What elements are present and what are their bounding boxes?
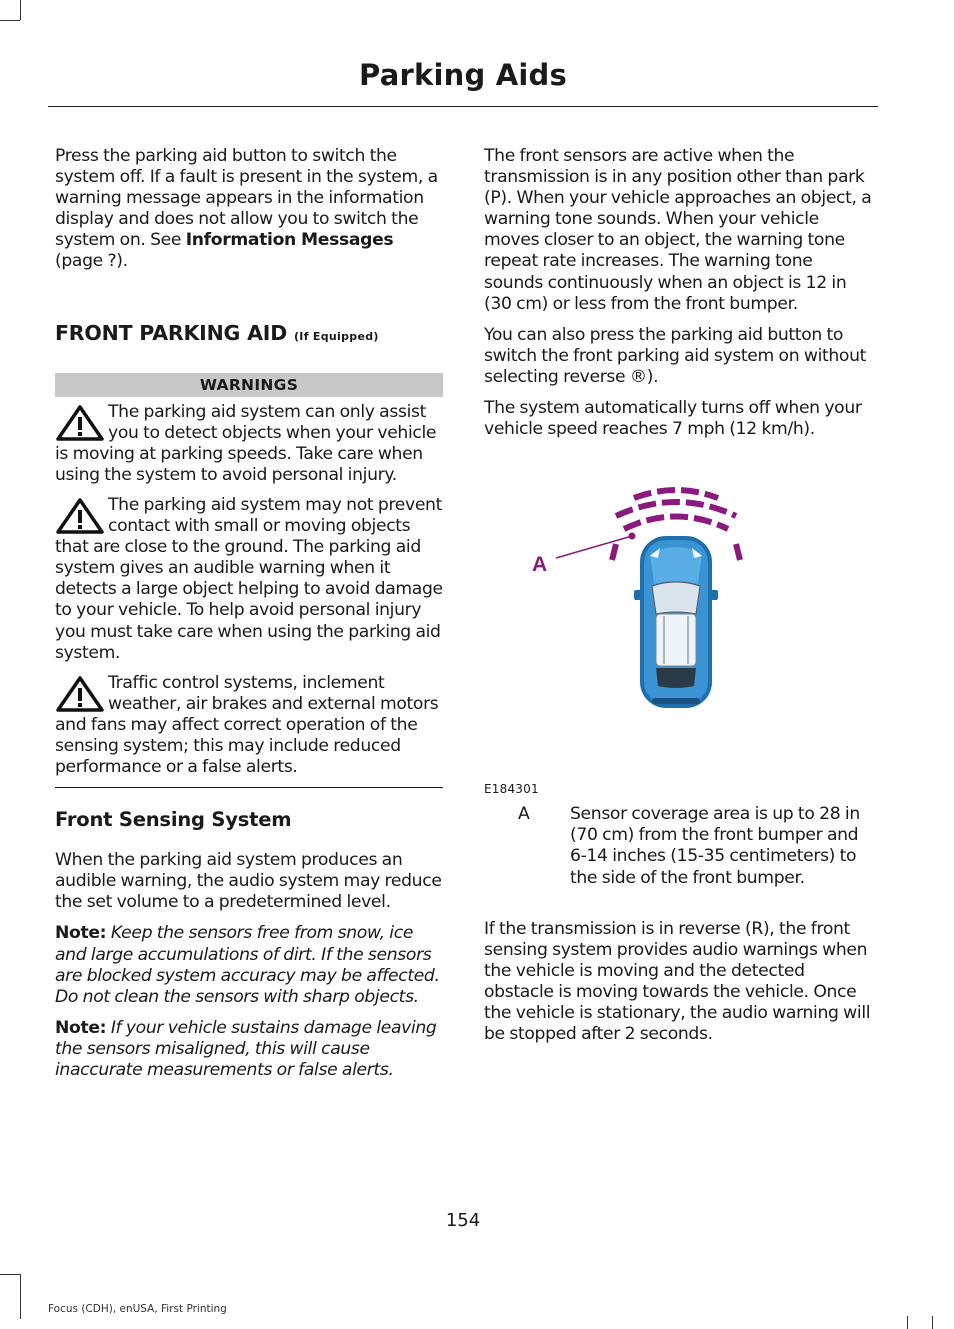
sensor-arc-3	[634, 490, 718, 498]
warning-text: Traffic control systems, inclement weather, air brakes and external motors and fans may affect correct operation of the sensing system; this may include reduced performance or a false alerts.	[55, 672, 439, 778]
section-title-suffix: (If Equipped)	[293, 329, 379, 343]
warning-item	[55, 402, 443, 486]
page-title: Parking Aids	[359, 58, 567, 92]
warnings-end-rule	[55, 787, 443, 788]
sensor-side-left	[612, 544, 616, 560]
warning-text: The parking aid system can only assist you to detect objects when your vehicle is moving at parking speeds. Take care when using the system to avoid personal injury.	[55, 401, 437, 485]
car-top-view	[634, 536, 718, 708]
body-paragraph: When the parking aid system produces an audible warning, the audio system may reduce the set volume to a predetermined level.	[55, 850, 442, 913]
header-rule	[48, 106, 878, 107]
footer-text: Focus (CDH), enUSA, First Printing	[48, 1303, 227, 1315]
warning-item	[55, 495, 443, 664]
note-text: Keep the sensors free from snow, ice and large accumulations of dirt. If the sensors are blocked system accuracy may be affected. Do not clean the sensors with sharp objects.	[55, 923, 440, 1007]
warning-item	[55, 673, 443, 778]
callout-label: A	[532, 553, 548, 577]
parking-sensor-figure	[484, 474, 874, 797]
callout-dot	[629, 533, 636, 540]
page-number: 154	[445, 1210, 481, 1231]
body-paragraph: If the transmission is in reverse (R), the front sensing system provides audio warnings when the vehicle is moving and the detected obstacle is moving towards the vehicle. Once the vehicle is stationary, the audio warning will be stopped after 2 seconds.	[484, 918, 871, 1045]
note-paragraph	[55, 923, 443, 1007]
section-title-text: FRONT PARKING AID	[55, 320, 288, 345]
section-title	[55, 321, 443, 345]
intro-text: Press the parking aid button to switch the system off. If a fault is present in the system, a warning message appears in the information display and does not allow you to switch the system on. See	[55, 146, 438, 251]
body-paragraph: The front sensors are active when the transmission is in any position other than park (P). When your vehicle approaches an object, a warning tone sounds. When your vehicle moves closer to an object, the warning tone repeat rate increases. The warning tone sounds continuously when an object is 12 in (30 cm) or less from the front bumper.	[484, 146, 872, 314]
car-sensor-illustration	[484, 474, 874, 774]
left-column	[55, 146, 443, 1081]
crop-mark	[0, 1274, 20, 1275]
crop-mark	[907, 1316, 908, 1329]
body-paragraph: The system automatically turns off when your vehicle speed reaches 7 mph (12 km/h).	[484, 398, 862, 440]
callout-line	[556, 536, 632, 558]
crop-mark	[0, 20, 20, 21]
warnings-header: WARNINGS	[55, 373, 443, 397]
note-label: Note:	[55, 923, 107, 944]
warning-triangle-icon	[55, 497, 105, 535]
intro-paragraph	[55, 146, 443, 273]
note-paragraph	[55, 1018, 443, 1081]
warning-text: The parking aid system may not prevent contact with small or moving objects that are close to the ground. The parking aid system gives an audible warning when it detects a large object helping to avoid damage to your vehicle. To help avoid personal injury you must take care when using the parking aid system.	[55, 494, 443, 663]
body-paragraph: You can also press the parking aid button to switch the front parking aid system on without selecting reverse ®).	[484, 324, 867, 387]
intro-tail: (page ?).	[55, 251, 128, 272]
legend-key: A	[518, 804, 530, 825]
note-label: Note:	[55, 1017, 107, 1038]
right-column	[484, 146, 874, 1045]
sensor-side-right	[736, 544, 740, 560]
sensor-arc-1	[624, 517, 728, 530]
figure-legend	[484, 804, 874, 888]
note-text: If your vehicle sustains damage leaving the sensors misaligned, this will cause inaccurate measurements or false alerts.	[55, 1017, 437, 1080]
subsection-title: Front Sensing System	[55, 808, 292, 832]
crop-mark	[20, 0, 21, 20]
legend-text: Sensor coverage area is up to 28 in (70 cm) from the front bumper and 6-14 inches (15-35 centimeters) to the side of the front bumper.	[570, 804, 860, 888]
crop-mark	[932, 1316, 933, 1329]
information-messages-link[interactable]: Information Messages	[185, 230, 394, 251]
crop-mark	[20, 1274, 21, 1319]
figure-id: E184301	[484, 782, 539, 797]
warning-triangle-icon	[55, 675, 105, 713]
warning-triangle-icon	[55, 404, 105, 442]
